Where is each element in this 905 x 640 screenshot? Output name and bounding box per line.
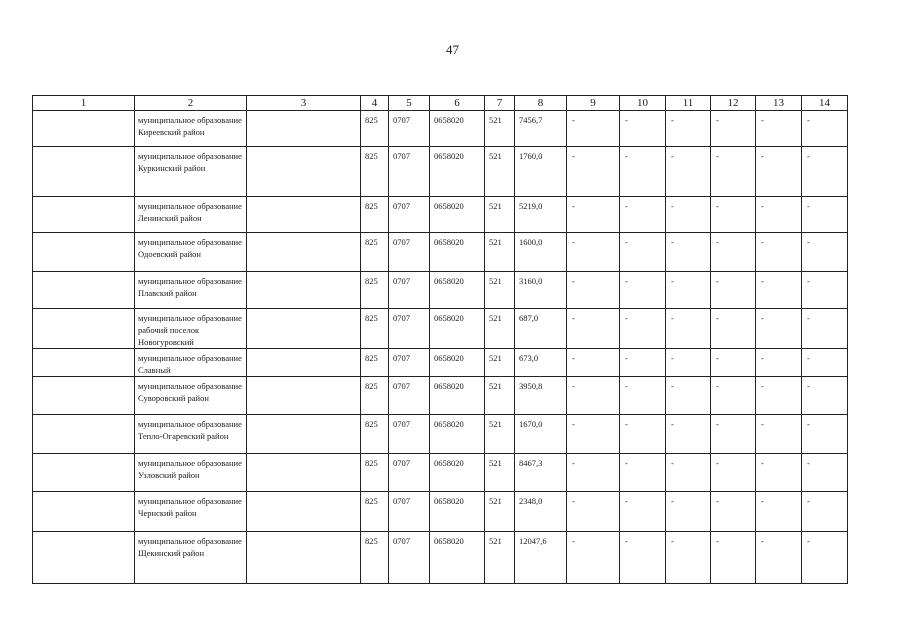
municipality-name: муниципальное образование Суворовский район [135,377,247,415]
column-header-6: 6 [430,96,485,111]
cell-dash-9: - [567,233,620,272]
cell-amount: 7456,7 [515,111,567,147]
table-row [33,532,848,584]
cell-type: 521 [485,349,515,377]
cell-dash-14: - [802,454,848,492]
cell-dash-12: - [711,377,756,415]
cell-dash-9: - [567,197,620,233]
table-row [33,454,848,492]
table-row [33,349,848,377]
cell-dash-12: - [711,272,756,309]
cell-dash-9: - [567,349,620,377]
cell-section: 0707 [389,272,430,309]
cell-type: 521 [485,233,515,272]
cell-dash-10: - [620,147,666,197]
page-number: 47 [446,42,459,57]
cell-section: 0707 [389,532,430,584]
cell-col1 [33,197,135,233]
column-header-3: 3 [247,96,361,111]
column-header-4: 4 [361,96,389,111]
cell-dash-9: - [567,272,620,309]
cell-dash-13: - [756,349,802,377]
cell-dash-9: - [567,111,620,147]
cell-dash-10: - [620,309,666,349]
cell-type: 521 [485,492,515,532]
cell-dash-11: - [666,233,711,272]
municipality-name: муниципальное образование Куркинский район [135,147,247,197]
cell-type: 521 [485,309,515,349]
cell-amount: 2348,0 [515,492,567,532]
cell-section: 0707 [389,454,430,492]
cell-amount: 1670,0 [515,415,567,454]
cell-col1 [33,532,135,584]
cell-code: 825 [361,147,389,197]
cell-dash-13: - [756,415,802,454]
cell-dash-12: - [711,197,756,233]
cell-code: 825 [361,197,389,233]
cell-dash-10: - [620,197,666,233]
column-header-14: 14 [802,96,848,111]
cell-dash-10: - [620,492,666,532]
cell-dash-10: - [620,532,666,584]
column-header-10: 10 [620,96,666,111]
table-row [33,309,848,349]
cell-target: 0658020 [430,111,485,147]
cell-dash-12: - [711,233,756,272]
cell-col1 [33,272,135,309]
column-header-1: 1 [33,96,135,111]
cell-col3 [247,147,361,197]
cell-dash-14: - [802,197,848,233]
cell-dash-13: - [756,197,802,233]
cell-target: 0658020 [430,492,485,532]
cell-dash-11: - [666,492,711,532]
cell-dash-13: - [756,272,802,309]
cell-dash-12: - [711,349,756,377]
cell-dash-9: - [567,147,620,197]
cell-col1 [33,415,135,454]
budget-table [32,95,848,584]
cell-dash-11: - [666,197,711,233]
cell-dash-14: - [802,377,848,415]
cell-dash-13: - [756,454,802,492]
cell-target: 0658020 [430,147,485,197]
column-header-7: 7 [485,96,515,111]
cell-dash-11: - [666,377,711,415]
cell-dash-9: - [567,309,620,349]
cell-dash-11: - [666,415,711,454]
cell-dash-12: - [711,147,756,197]
cell-dash-14: - [802,272,848,309]
municipality-name: муниципальное образование Чернский район [135,492,247,532]
municipality-name: муниципальное образование Узловский район [135,454,247,492]
cell-dash-13: - [756,111,802,147]
cell-amount: 3160,0 [515,272,567,309]
column-header-11: 11 [666,96,711,111]
cell-dash-12: - [711,532,756,584]
cell-dash-13: - [756,532,802,584]
cell-code: 825 [361,349,389,377]
cell-col1 [33,233,135,272]
table-row [33,415,848,454]
cell-dash-14: - [802,349,848,377]
cell-dash-10: - [620,233,666,272]
cell-dash-14: - [802,532,848,584]
municipality-name: муниципальное образование Ленинский район [135,197,247,233]
cell-type: 521 [485,147,515,197]
cell-section: 0707 [389,309,430,349]
cell-dash-10: - [620,272,666,309]
cell-dash-14: - [802,111,848,147]
cell-dash-11: - [666,349,711,377]
table-row [33,377,848,415]
column-header-5: 5 [389,96,430,111]
cell-type: 521 [485,272,515,309]
cell-code: 825 [361,233,389,272]
cell-dash-12: - [711,454,756,492]
column-header-2: 2 [135,96,247,111]
municipality-name: муниципальное образование Киреевский район [135,111,247,147]
cell-type: 521 [485,415,515,454]
cell-dash-11: - [666,309,711,349]
municipality-name: муниципальное образование Славный [135,349,247,377]
table-row [33,147,848,197]
cell-amount: 1600,0 [515,233,567,272]
cell-target: 0658020 [430,272,485,309]
cell-amount: 687,0 [515,309,567,349]
municipality-name: муниципальное образование Плавский район [135,272,247,309]
cell-dash-14: - [802,415,848,454]
cell-dash-12: - [711,309,756,349]
cell-section: 0707 [389,415,430,454]
cell-dash-10: - [620,415,666,454]
cell-section: 0707 [389,492,430,532]
cell-col3 [247,377,361,415]
cell-code: 825 [361,454,389,492]
cell-dash-14: - [802,147,848,197]
cell-section: 0707 [389,233,430,272]
cell-code: 825 [361,415,389,454]
cell-amount: 1760,0 [515,147,567,197]
cell-dash-10: - [620,111,666,147]
cell-col3 [247,272,361,309]
cell-target: 0658020 [430,532,485,584]
cell-section: 0707 [389,111,430,147]
cell-type: 521 [485,532,515,584]
cell-target: 0658020 [430,415,485,454]
cell-code: 825 [361,111,389,147]
cell-dash-12: - [711,111,756,147]
cell-amount: 673,0 [515,349,567,377]
cell-code: 825 [361,272,389,309]
cell-col1 [33,147,135,197]
cell-amount: 5219,0 [515,197,567,233]
column-header-13: 13 [756,96,802,111]
cell-col1 [33,349,135,377]
cell-col3 [247,454,361,492]
cell-code: 825 [361,309,389,349]
cell-amount: 12047,6 [515,532,567,584]
cell-col1 [33,454,135,492]
cell-dash-11: - [666,454,711,492]
column-header-12: 12 [711,96,756,111]
cell-dash-9: - [567,492,620,532]
cell-section: 0707 [389,147,430,197]
table-row [33,111,848,147]
municipality-name: муниципальное образование Одоевский район [135,233,247,272]
cell-target: 0658020 [430,377,485,415]
cell-col3 [247,111,361,147]
cell-col1 [33,309,135,349]
cell-dash-11: - [666,111,711,147]
cell-dash-11: - [666,532,711,584]
cell-code: 825 [361,492,389,532]
table-row [33,197,848,233]
cell-target: 0658020 [430,309,485,349]
cell-col3 [247,197,361,233]
cell-amount: 3950,8 [515,377,567,415]
cell-code: 825 [361,377,389,415]
cell-target: 0658020 [430,233,485,272]
cell-dash-10: - [620,454,666,492]
cell-target: 0658020 [430,197,485,233]
cell-dash-13: - [756,233,802,272]
cell-dash-14: - [802,492,848,532]
cell-type: 521 [485,454,515,492]
cell-col1 [33,111,135,147]
cell-type: 521 [485,111,515,147]
cell-target: 0658020 [430,454,485,492]
cell-dash-13: - [756,147,802,197]
cell-col3 [247,309,361,349]
cell-dash-9: - [567,532,620,584]
cell-dash-13: - [756,492,802,532]
column-header-8: 8 [515,96,567,111]
table-row [33,233,848,272]
table-row [33,272,848,309]
cell-dash-11: - [666,147,711,197]
cell-dash-10: - [620,377,666,415]
cell-dash-9: - [567,454,620,492]
cell-dash-10: - [620,349,666,377]
cell-type: 521 [485,377,515,415]
cell-col3 [247,233,361,272]
cell-dash-14: - [802,233,848,272]
cell-target: 0658020 [430,349,485,377]
cell-section: 0707 [389,349,430,377]
cell-col3 [247,532,361,584]
cell-col3 [247,492,361,532]
column-header-9: 9 [567,96,620,111]
cell-code: 825 [361,532,389,584]
cell-col1 [33,492,135,532]
cell-dash-9: - [567,377,620,415]
cell-section: 0707 [389,197,430,233]
cell-dash-14: - [802,309,848,349]
cell-dash-11: - [666,272,711,309]
header-row [33,96,848,111]
cell-dash-13: - [756,377,802,415]
cell-col3 [247,415,361,454]
municipality-name: муниципальное образование рабочий поселок Новогуровский [135,309,247,349]
cell-dash-12: - [711,415,756,454]
cell-dash-12: - [711,492,756,532]
table-row [33,492,848,532]
cell-amount: 8467,3 [515,454,567,492]
cell-type: 521 [485,197,515,233]
cell-col1 [33,377,135,415]
cell-section: 0707 [389,377,430,415]
municipality-name: муниципальное образование Щекинский район [135,532,247,584]
cell-dash-13: - [756,309,802,349]
table-body [33,111,848,584]
cell-dash-9: - [567,415,620,454]
cell-col3 [247,349,361,377]
municipality-name: муниципальное образование Тепло-Огаревский район [135,415,247,454]
